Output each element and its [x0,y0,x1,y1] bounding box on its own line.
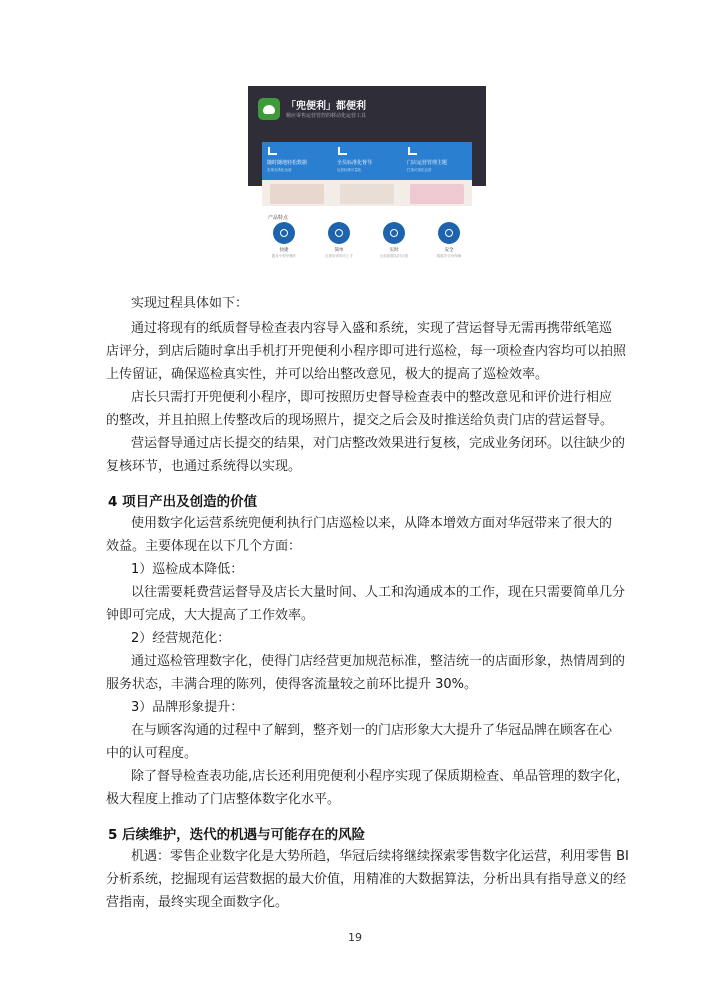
paragraph-line: 通过巡检管理数字化，使得门店经营更加规范标准，整洁统一的店面形象，热情周到的 [131,654,626,669]
clock-icon [383,222,405,244]
app-logo-icon [258,98,280,120]
paragraph-line: 上传留证，确保巡检真实性，并可以给出整改意见，极大的提高了巡检效率。 [106,367,549,382]
card-title: 随时随地轻松数据 [267,160,308,166]
feature-item [264,222,304,266]
paragraph-line: 的整改，并且拍照上传整改后的现场照片，提交之后会及时推送给负责门店的营运督导。 [106,413,614,428]
feature-label: 简单 [334,248,344,253]
paragraph-line: 以往需要耗费营运督导及店长大量时间、人工和沟通成本的工作，现在只需要简单几分 [131,585,626,600]
grid-icon [408,147,417,155]
promo-card [332,142,402,206]
paragraph-line: 使用数字化运营系统兜便利执行门店巡检以来，从降本增效方面对华冠带来了很大的 [131,516,613,531]
paragraph-line: 实现过程具体如下： [131,296,249,311]
feature-label: 快捷 [279,248,289,253]
card-photo [410,184,464,204]
card-subtitle: 实现无纸化运营 [267,168,292,172]
paragraph-line: 机遇：零售企业数字化是大势所趋，华冠后续将继续探索零售数字化运营，利用零售 BI [131,849,629,864]
paragraph-line: 极大程度上推动了门店整体数字化水平。 [106,792,341,807]
features-heading: 产品特点 [268,215,289,221]
card-subtitle: 打造可视化运营 [407,168,432,172]
section-heading: 4 项目产出及创造的价值 [108,494,258,510]
feature-desc: 无需培训即可上手 [325,254,353,258]
promo-card [262,142,332,206]
paragraph-line: 钟即可完成，大大提高了工作效率。 [106,608,315,623]
feature-label: 实时 [389,248,399,253]
feature-desc: 运营数据实时反馈 [380,254,408,258]
card-title: 门店运营管理主题 [407,160,448,166]
paragraph-line: 服务状态，丰满合理的陈列，使得客流量较之前环比提升 30%。 [106,677,478,692]
card-title: 全员标准化督导 [337,160,373,166]
paragraph-line: 在与顾客沟通的过程中了解到，整齐划一的门店形象大大提升了华冠品牌在顾客在心 [131,723,613,738]
paragraph-line: 除了督导检查表功能,店长还利用兜便利小程序实现了保质期检查、单品管理的数字化， [131,769,630,784]
promo-card [402,142,472,206]
promo-title: 「兜便利」都便利 [286,101,366,112]
card-photo [270,184,324,204]
list-item-heading: 2）经营规范化： [131,631,231,646]
paragraph-line: 分析系统，挖掘现有运营数据的最大价值，用精准的大数据算法，分析出具有指导意义的经 [106,872,627,887]
section-heading: 5 后续维护，迭代的机遇与可能存在的风险 [108,827,366,843]
feature-item [319,222,359,266]
promo-subtitle: 顺应零售运营管控的移动化运营工具 [286,113,367,119]
paragraph-line: 复核环节，也通过系统得以实现。 [106,459,302,474]
card-photo [340,184,394,204]
paragraph-line: 中的认可程度。 [106,746,198,761]
feature-item [429,222,469,266]
paragraph-line: 效益。主要体现在以下几个方面： [106,539,302,554]
paragraph-line: 营运督导通过店长提交的结果，对门店整改效果进行复核，完成业务闭环。以往缺少的 [131,436,626,451]
cube-icon [328,222,350,244]
paragraph-line: 店评分，到店后随时拿出手机打开兜便利小程序即可进行巡检，每一项检查内容均可以拍照 [106,344,627,359]
chart-icon [268,147,277,155]
paragraph-line: 通过将现有的纸质督导检查表内容导入盛和系统，实现了营运督导无需再携带纸笔巡 [131,321,613,336]
feature-label: 安全 [444,248,454,253]
user-icon [338,147,347,155]
feature-item [374,222,414,266]
card-subtitle: 运营标准可量化 [337,168,362,172]
paragraph-line: 店长只需打开兜便利小程序，即可按照历史督导检查表中的整改意见和评价进行相应 [131,390,613,405]
feature-desc: 随身小程序操作 [271,254,297,258]
list-item-heading: 3）品牌形象提升： [131,700,244,715]
feature-desc: 数据安全有保障 [436,254,462,258]
product-promo-image [248,86,486,270]
list-item-heading: 1）巡检成本降低： [131,562,244,577]
shield-icon [438,222,460,244]
lightning-icon [273,222,295,244]
paragraph-line: 营指南，最终实现全面数字化。 [106,895,289,910]
page-number: 19 [348,931,362,944]
